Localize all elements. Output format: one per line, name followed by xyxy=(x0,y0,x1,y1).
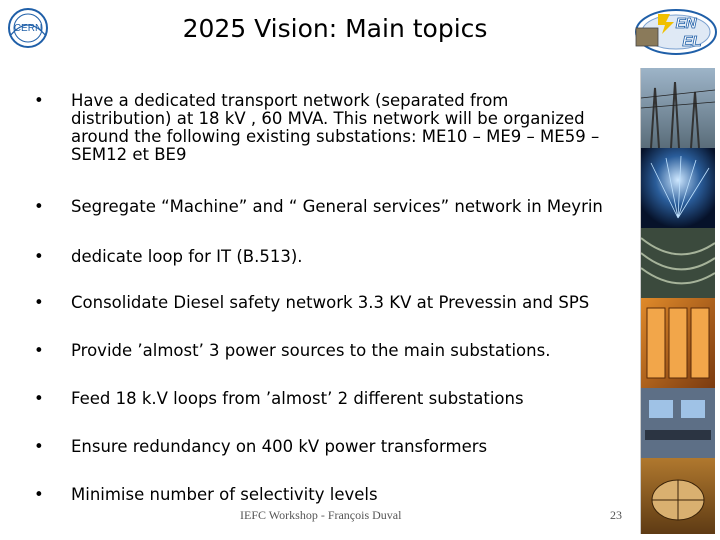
bullet-marker: • xyxy=(34,485,44,504)
bullet-text: Consolidate Diesel safety network 3.3 KV at Prevessin and SPS xyxy=(71,293,590,312)
bullet-item xyxy=(34,294,604,312)
bullet-marker: • xyxy=(34,341,44,360)
bullet-item xyxy=(34,198,604,216)
enel-logo-text-el: EL xyxy=(682,33,702,50)
cern-logo-icon xyxy=(4,6,52,50)
bullet-item xyxy=(34,486,604,504)
bullet-text: Feed 18 k.V loops from ’almost’ 2 different substations xyxy=(71,389,524,408)
photo-collage-image xyxy=(641,68,715,534)
bullet-marker: • xyxy=(34,247,44,266)
bullet-text: Provide ’almost’ 3 power sources to the main substations. xyxy=(71,341,551,360)
bullet-text: Minimise number of selectivity levels xyxy=(71,485,378,504)
en-el-logo-icon xyxy=(626,4,718,58)
bullet-item xyxy=(34,92,604,164)
page-number: 23 xyxy=(610,508,622,522)
bullet-item xyxy=(34,248,604,266)
bullet-text: Segregate “Machine” and “ General services” network in Meyrin xyxy=(71,197,603,216)
bullet-item xyxy=(34,438,604,456)
photo-strip xyxy=(640,68,715,534)
bullet-marker: • xyxy=(34,389,44,408)
cern-logo-text: CERN xyxy=(13,23,43,34)
bullet-text: dedicate loop for IT (B.513). xyxy=(71,247,303,266)
bullet-text: Ensure redundancy on 400 kV power transformers xyxy=(71,437,488,456)
slide-title: 2025 Vision: Main topics xyxy=(182,14,488,43)
bullet-marker: • xyxy=(34,197,44,216)
bullet-item xyxy=(34,342,604,360)
footer-text: IEFC Workshop - François Duval xyxy=(240,508,402,522)
bullet-marker: • xyxy=(34,91,44,110)
enel-logo-text-en: EN xyxy=(675,15,697,32)
bullet-marker: • xyxy=(34,293,44,312)
bullet-item xyxy=(34,390,604,408)
bullet-text: Have a dedicated transport network (separated from distribution) at 18 kV , 60 MVA. This network will be organized around the following existing substations: ME10 – ME9 – ME59 – SEM12 et BE9 xyxy=(71,91,600,164)
bullet-marker: • xyxy=(34,437,44,456)
